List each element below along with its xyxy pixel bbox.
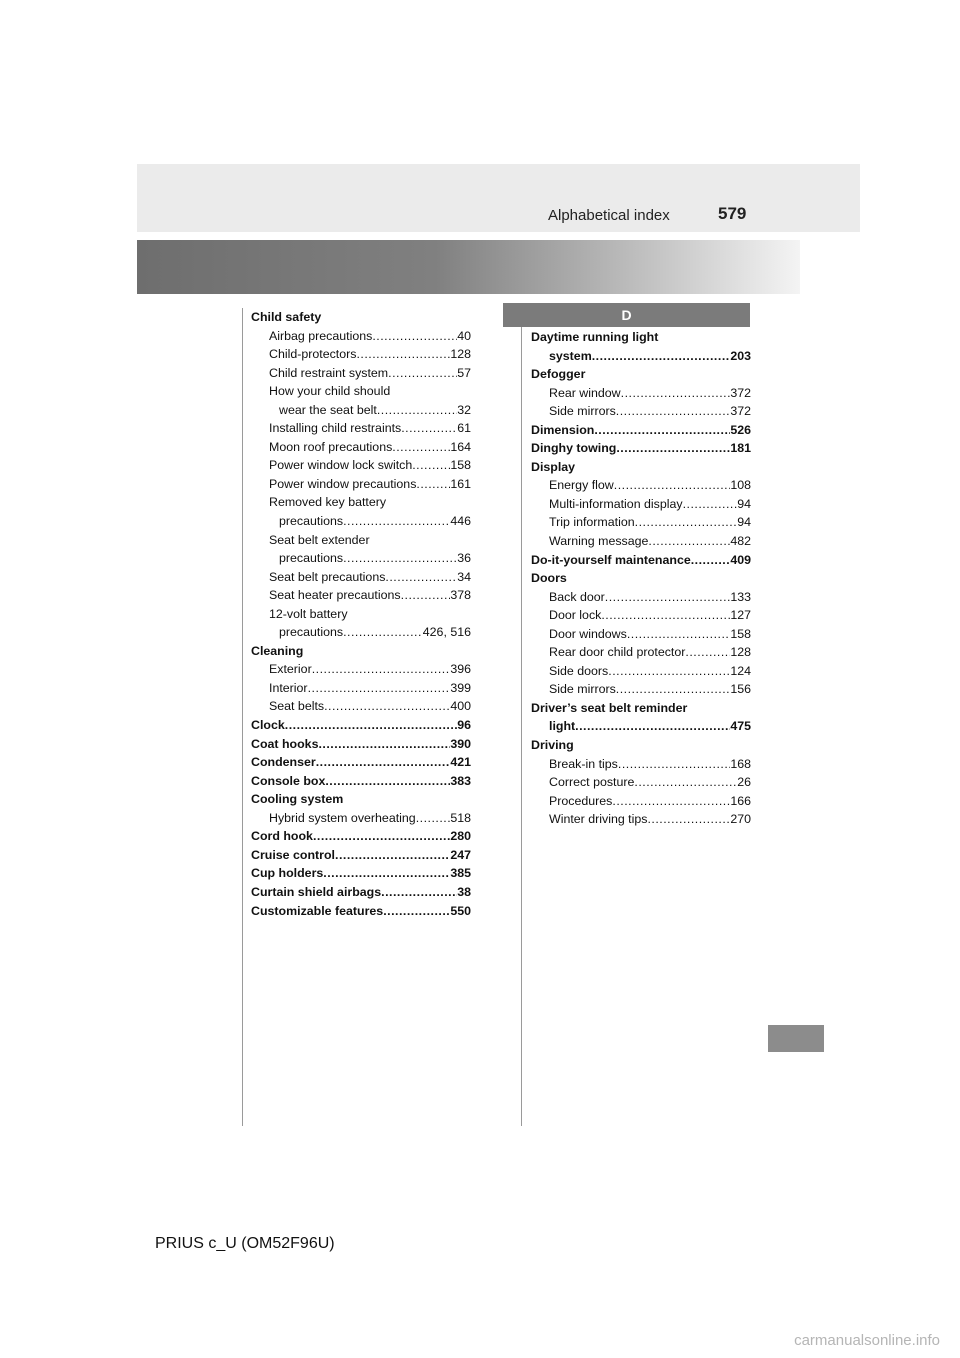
dot-leader (343, 623, 423, 642)
dot-leader (635, 513, 738, 532)
index-entry-label: Multi-information display (549, 496, 683, 511)
dot-leader (634, 773, 737, 792)
index-entry-page: 26 (737, 775, 751, 790)
index-entry-label: Power window lock switch (269, 458, 413, 473)
dot-leader (324, 697, 450, 716)
index-entry-label: Trip information (549, 515, 635, 530)
index-entry (531, 439, 751, 458)
index-entry-page: 128 (450, 347, 471, 362)
index-entry (251, 345, 471, 364)
index-entry (251, 883, 471, 902)
dot-leader (372, 327, 457, 346)
index-entry-page: 94 (737, 515, 751, 530)
index-entry-label: Daytime running light (531, 330, 659, 344)
index-entry-page: 400 (450, 699, 471, 714)
index-entry-label: wear the seat belt (279, 402, 377, 417)
index-entry-label: Side doors (549, 663, 609, 678)
dot-leader (401, 419, 457, 438)
index-entry-label: Child restraint system (269, 365, 389, 380)
index-entry-page: 390 (450, 736, 471, 751)
index-entry-label: How your child should (269, 384, 391, 399)
index-entry-label: Cleaning (251, 643, 304, 658)
index-entry (251, 772, 471, 791)
index-entry (531, 736, 751, 755)
dot-leader (318, 735, 450, 754)
index-entry (531, 606, 751, 625)
index-entry-page: 203 (730, 348, 751, 363)
index-entry-label: Child safety (251, 310, 322, 324)
index-entry (251, 642, 471, 661)
index-entry-label: Coat hooks (251, 736, 319, 751)
index-entry-label: Customizable features (251, 903, 384, 918)
index-entry (531, 643, 751, 662)
index-entry-label: Removed key battery (269, 495, 387, 510)
index-entry-label: Cord hook (251, 829, 313, 844)
index-entry (251, 512, 471, 531)
index-entry-label: precautions (279, 514, 344, 529)
index-entry-label: Doors (531, 571, 567, 586)
index-entry-page: 57 (457, 365, 471, 380)
index-entry (251, 401, 471, 420)
index-entry-page: 36 (457, 551, 471, 566)
dot-leader (335, 846, 450, 865)
index-entry-label: Cup holders (251, 866, 324, 881)
index-entry-label: Cooling system (251, 792, 344, 807)
section-gradient-bar (137, 240, 800, 294)
dot-leader (285, 716, 457, 735)
index-entry-page: 385 (450, 866, 471, 881)
dot-leader (594, 421, 730, 440)
dot-leader (385, 568, 457, 587)
index-entry-label: Cruise control (251, 847, 335, 862)
thumb-index-tab (768, 1025, 824, 1052)
index-entry-page: 128 (730, 645, 751, 660)
index-entry-label: Dimension (531, 422, 595, 437)
index-entry-label: Hybrid system overheating (269, 810, 416, 825)
index-entry (251, 716, 471, 735)
index-entry-page: 399 (450, 680, 471, 695)
dot-leader (605, 588, 731, 607)
index-entry (531, 625, 751, 644)
index-entry-label: Condenser (251, 755, 316, 770)
index-entry (251, 382, 471, 401)
index-entry-page: 383 (450, 773, 471, 788)
index-entry-page: 40 (457, 328, 471, 343)
index-entry-label: Display (531, 459, 576, 474)
dot-leader (356, 345, 450, 364)
index-entry-page: 181 (730, 441, 751, 456)
dot-leader (312, 660, 451, 679)
dot-leader (648, 532, 730, 551)
page-number: 579 (718, 204, 747, 223)
index-entry (251, 902, 471, 921)
index-entry-label: Winter driving tips (549, 812, 648, 827)
index-entry (531, 569, 751, 588)
index-entry-label: Side mirrors (549, 682, 616, 697)
index-entry-page: 161 (450, 476, 471, 491)
index-entry-page: 168 (730, 756, 751, 771)
index-entry-page: 280 (450, 829, 471, 844)
index-entry-label: Console box (251, 773, 326, 788)
index-entry-label: Back door (549, 589, 605, 604)
index-entry-page: 158 (450, 458, 471, 473)
dot-leader (616, 402, 731, 421)
index-entry-page: 475 (730, 719, 751, 734)
index-entry-label: Procedures (549, 793, 613, 808)
dot-leader (416, 809, 451, 828)
dot-leader (601, 606, 730, 625)
index-entry-label: Do-it-yourself maintenance (531, 552, 691, 567)
index-entry-label: 12-volt battery (269, 606, 348, 621)
index-entry-label: Clock (251, 718, 285, 733)
dot-leader (412, 456, 450, 475)
dot-leader (647, 810, 730, 829)
dot-leader (401, 586, 451, 605)
index-entry (251, 697, 471, 716)
index-entry-label: Power window precautions (269, 476, 417, 491)
index-entry (531, 810, 751, 829)
dot-leader (308, 679, 451, 698)
index-entry (251, 846, 471, 865)
index-entry (531, 699, 751, 718)
index-entry-page: 372 (730, 385, 751, 400)
index-entry (531, 792, 751, 811)
index-entry-page: 96 (457, 718, 471, 733)
index-entry-label: Driving (531, 738, 574, 753)
index-entry (531, 551, 751, 570)
index-entry (531, 328, 751, 347)
index-entry (251, 735, 471, 754)
index-entry-page: 421 (450, 755, 471, 770)
index-entry (251, 456, 471, 475)
dot-leader (316, 753, 451, 772)
dot-leader (614, 476, 731, 495)
index-entry (251, 568, 471, 587)
index-entry-page: 166 (730, 793, 751, 808)
section-letter-d: D (503, 303, 750, 327)
dot-leader (621, 384, 731, 403)
index-entry-label: Driver’s seat belt reminder (531, 700, 688, 715)
index-entry-label: Curtain shield airbags (251, 884, 382, 899)
dot-leader (608, 662, 730, 681)
index-entry (531, 773, 751, 792)
index-entry-page: 32 (457, 402, 471, 417)
middle-column-rule (521, 308, 522, 1126)
index-entry-label: Child-protectors (269, 347, 357, 362)
dot-leader (383, 902, 450, 921)
dot-leader (343, 549, 457, 568)
index-entry-page: 446 (450, 514, 471, 529)
index-entry-page: 482 (730, 534, 751, 549)
index-entry (251, 419, 471, 438)
dot-leader (592, 347, 731, 366)
index-entry-label: Correct posture (549, 775, 635, 790)
index-entry-label: system (549, 348, 592, 363)
index-entry (251, 623, 471, 642)
index-entry-page: 158 (730, 626, 751, 641)
index-entry-page: 247 (450, 847, 471, 862)
dot-leader (416, 475, 450, 494)
index-entry-label: light (549, 719, 576, 734)
index-entry (531, 458, 751, 477)
left-column-rule (242, 308, 243, 1126)
page-title: Alphabetical index (548, 207, 670, 224)
index-entry-page: 124 (730, 663, 751, 678)
index-entry (251, 438, 471, 457)
index-entry (251, 753, 471, 772)
index-entry (531, 755, 751, 774)
dot-leader (388, 364, 457, 383)
index-entry-page: 270 (730, 812, 751, 827)
index-entry-label: Rear door child protector (549, 645, 686, 660)
index-entry-page: 34 (457, 569, 471, 584)
index-entry (531, 588, 751, 607)
index-entry (251, 493, 471, 512)
index-entry-label: Defogger (531, 367, 586, 382)
dot-leader (325, 772, 450, 791)
index-entry-label: Seat belt precautions (269, 569, 386, 584)
header-band (137, 164, 860, 232)
index-entry-label: precautions (279, 625, 344, 640)
index-entry-page: 550 (450, 903, 471, 918)
index-entry-label: Interior (269, 680, 308, 695)
index-entry (251, 790, 471, 809)
index-entry-label: Door windows (549, 626, 627, 641)
dot-leader (377, 401, 457, 420)
dot-leader (616, 439, 730, 458)
index-entry-label: Airbag precautions (269, 328, 373, 343)
index-entry (251, 364, 471, 383)
index-entry (531, 421, 751, 440)
index-entry (531, 384, 751, 403)
index-entry-label: Warning message (549, 534, 649, 549)
index-entry-label: Seat belt extender (269, 532, 370, 547)
index-entry (251, 327, 471, 346)
index-entry (251, 549, 471, 568)
index-entry-page: 94 (737, 496, 751, 511)
footer-model: PRIUS c_U (OM52F96U) (155, 1235, 335, 1252)
dot-leader (575, 717, 730, 736)
index-entry-page: 426, 516 (422, 625, 471, 640)
dot-leader (612, 792, 730, 811)
index-entry-page: 108 (730, 478, 751, 493)
index-entry (531, 513, 751, 532)
index-entry-page: 61 (457, 421, 471, 436)
index-entry-page: 38 (457, 884, 471, 899)
index-entry (251, 809, 471, 828)
dot-leader (392, 438, 450, 457)
index-column-right (531, 328, 751, 829)
dot-leader (616, 680, 731, 699)
dot-leader (323, 864, 450, 883)
dot-leader (683, 495, 738, 514)
index-entry-page: 409 (730, 552, 751, 567)
index-entry-label: Rear window (549, 385, 621, 400)
dot-leader (618, 755, 730, 774)
index-entry (531, 365, 751, 384)
index-entry-page: 378 (450, 588, 471, 603)
index-entry-page: 133 (730, 589, 751, 604)
index-entry (531, 347, 751, 366)
index-entry (251, 679, 471, 698)
index-entry (251, 475, 471, 494)
index-entry (531, 495, 751, 514)
index-entry-label: Seat belts (269, 699, 325, 714)
index-entry-label: Exterior (269, 662, 312, 677)
index-entry (531, 402, 751, 421)
index-entry-page: 127 (730, 608, 751, 623)
index-entry-label: Dinghy towing (531, 441, 617, 456)
index-entry-page: 372 (730, 404, 751, 419)
watermark: carmanualsonline.info (794, 1332, 940, 1349)
index-entry (531, 476, 751, 495)
index-entry-label: Break-in tips (549, 756, 618, 771)
index-entry (531, 680, 751, 699)
index-entry (251, 827, 471, 846)
dot-leader (685, 643, 730, 662)
dot-leader (313, 827, 450, 846)
index-entry-page: 164 (450, 439, 471, 454)
index-entry-page: 156 (730, 682, 751, 697)
index-entry-label: Installing child restraints (269, 421, 402, 436)
index-entry (531, 532, 751, 551)
index-entry-label: Side mirrors (549, 404, 616, 419)
index-entry-page: 396 (450, 662, 471, 677)
index-entry (251, 660, 471, 679)
index-entry-page: 518 (450, 810, 471, 825)
dot-leader (343, 512, 450, 531)
dot-leader (627, 625, 730, 644)
dot-leader (691, 551, 731, 570)
index-entry-page: 526 (730, 422, 751, 437)
index-entry (251, 586, 471, 605)
index-entry-label: Seat heater precautions (269, 588, 401, 603)
index-entry (531, 662, 751, 681)
index-entry-label: precautions (279, 551, 344, 566)
index-entry-label: Door lock (549, 608, 602, 623)
index-entry-label: Moon roof precautions (269, 439, 393, 454)
index-entry (251, 864, 471, 883)
index-entry-label: Energy flow (549, 478, 614, 493)
index-entry (251, 605, 471, 624)
index-entry (531, 717, 751, 736)
index-entry (251, 531, 471, 550)
dot-leader (381, 883, 457, 902)
index-column-left (251, 308, 471, 920)
index-entry (251, 308, 471, 327)
